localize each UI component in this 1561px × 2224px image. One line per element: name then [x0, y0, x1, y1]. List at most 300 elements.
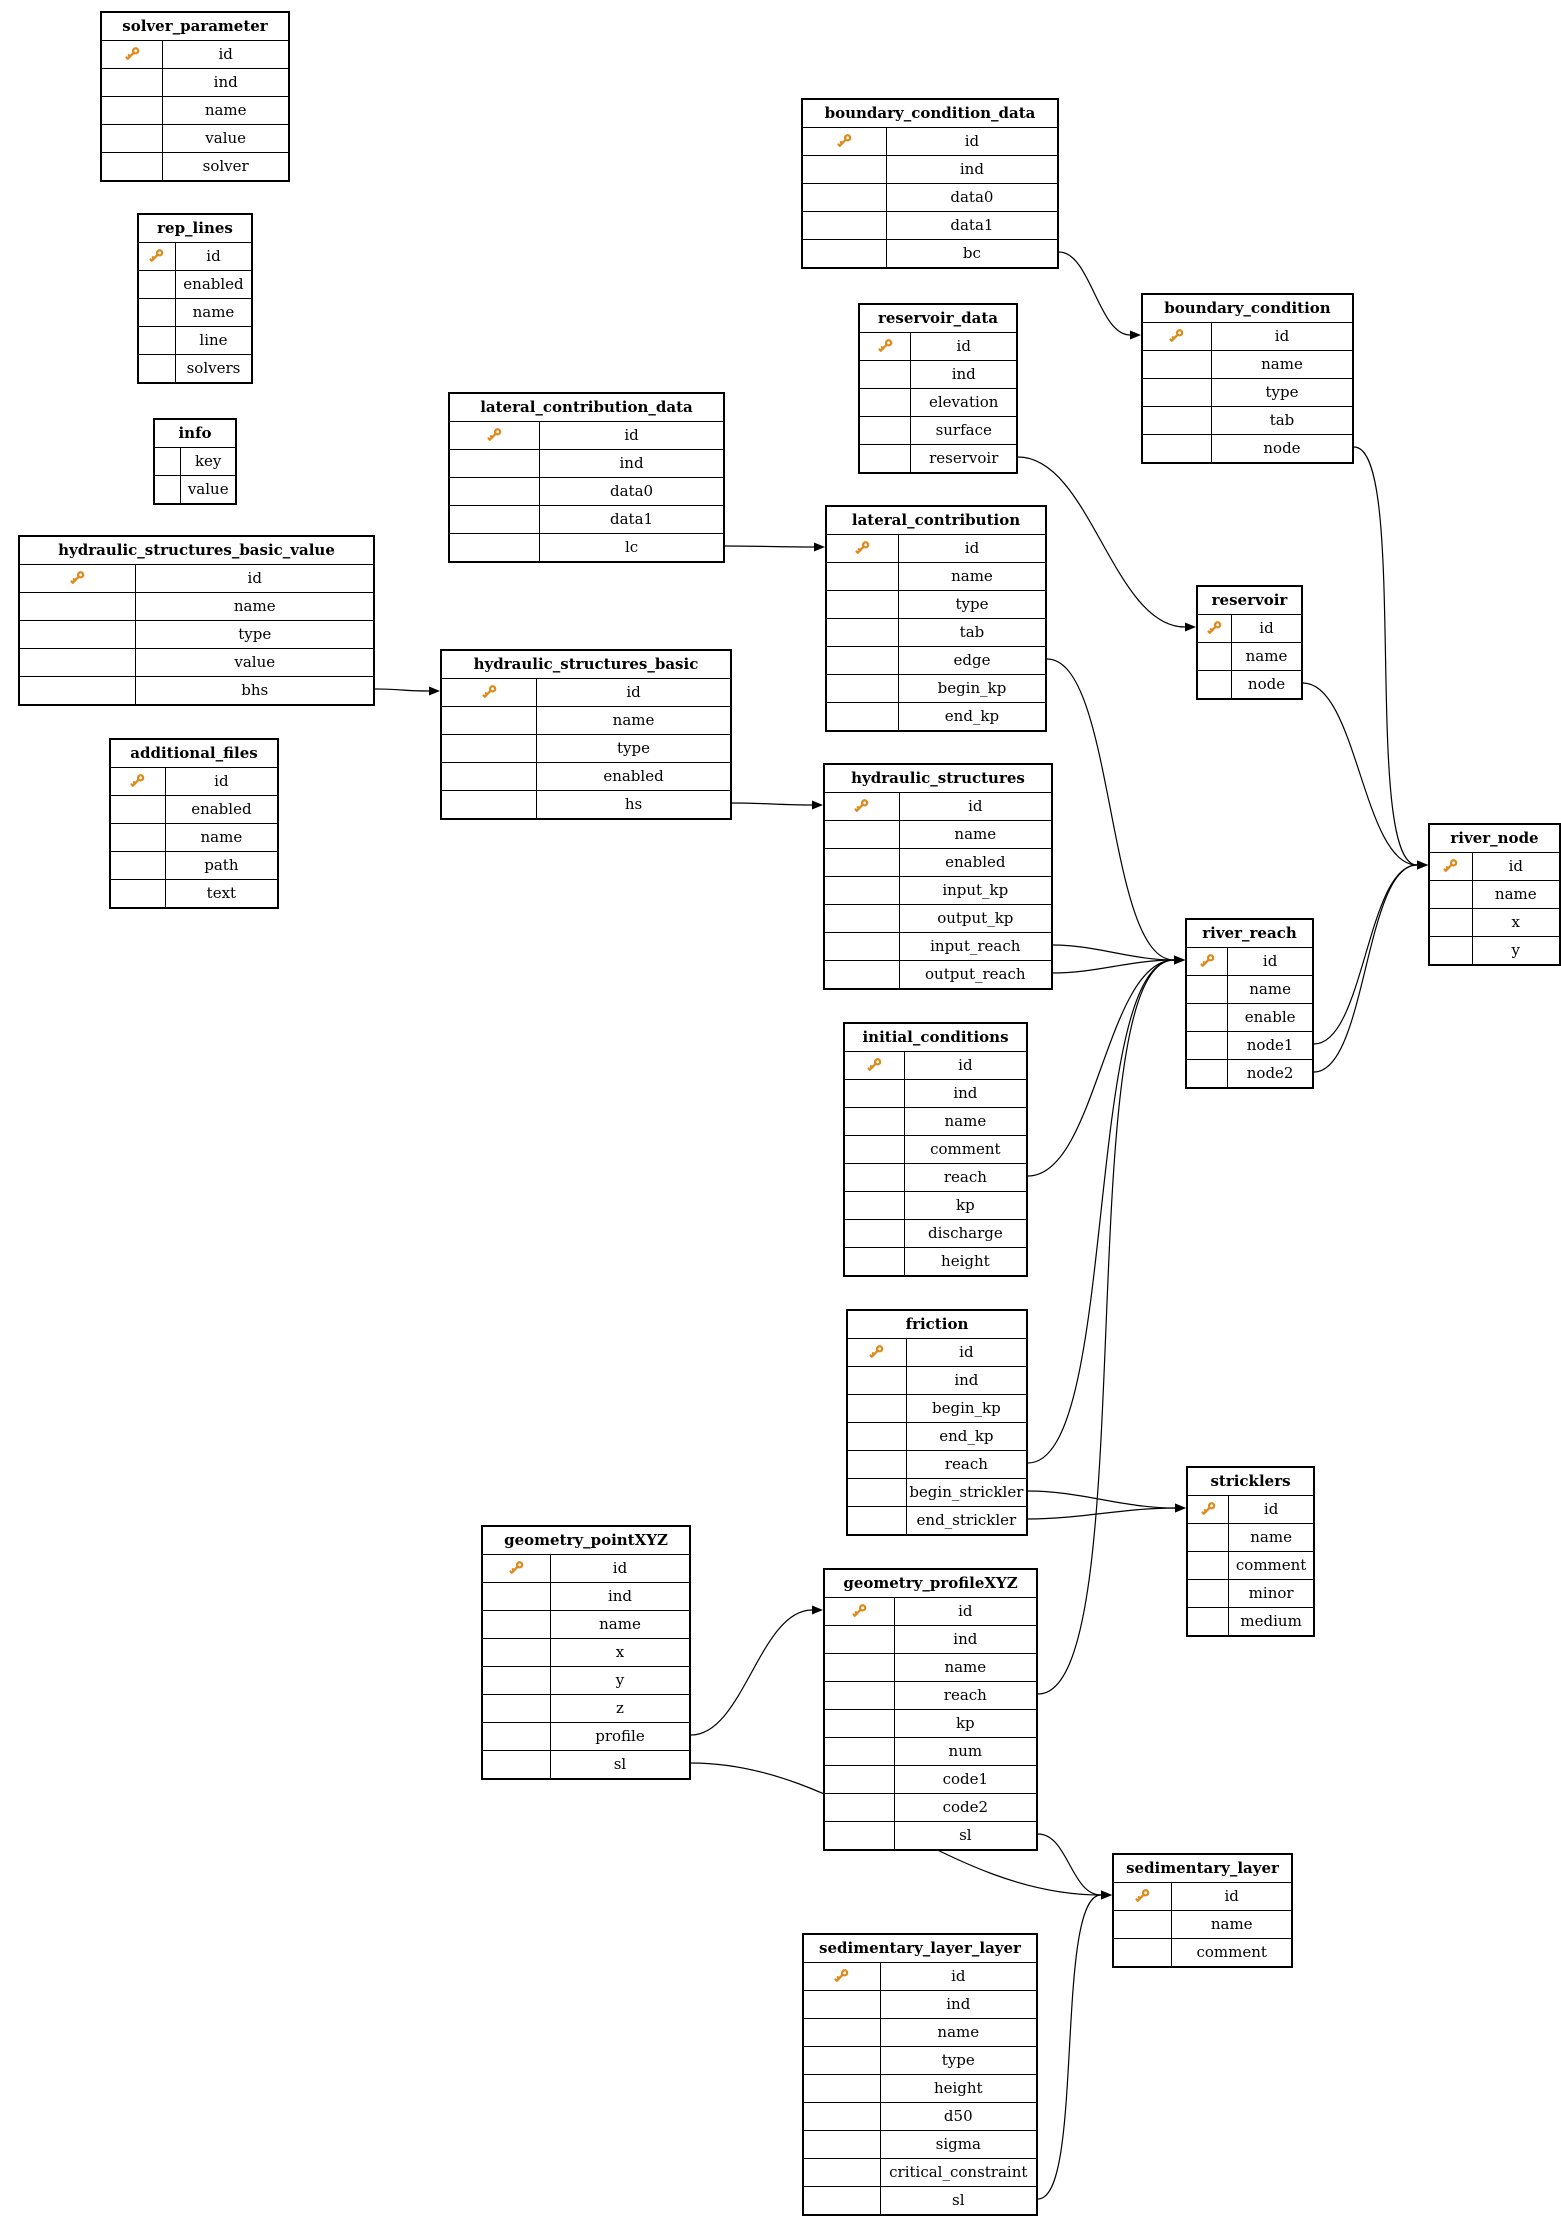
relation-edge-sedimentary_layer_layer-sl: [1038, 1895, 1101, 2199]
primary-key-cell: [825, 793, 900, 820]
field-label: id: [1508, 857, 1523, 875]
empty-key-cell: [845, 1164, 905, 1191]
table-title-hydraulic_structures_basic_value: hydraulic_structures_basic_value: [20, 537, 373, 565]
field-row-solver_parameter-id: [102, 41, 288, 69]
field-row-river_reach-enable: [1187, 1004, 1312, 1032]
field-label: value: [205, 129, 247, 147]
empty-key-cell: [804, 2047, 881, 2074]
primary-key-icon: [877, 338, 894, 355]
table-title-additional_files: additional_files: [111, 740, 277, 768]
field-row-additional_files-path: [111, 852, 277, 880]
primary-key-icon: [481, 684, 498, 701]
table-reservoir: [1196, 585, 1303, 700]
table-sedimentary_layer_layer: [802, 1933, 1038, 2216]
empty-key-cell: [483, 1583, 551, 1610]
field-label: value: [234, 653, 276, 671]
field-row-stricklers-minor: [1188, 1580, 1313, 1608]
empty-key-cell: [483, 1611, 551, 1638]
empty-key-cell: [1143, 379, 1212, 406]
empty-key-cell: [825, 1766, 895, 1793]
field-row-sedimentary_layer_layer-height: [804, 2075, 1036, 2103]
field-label: sigma: [935, 2135, 981, 2153]
field-row-geometry_pointXYZ-y: [483, 1667, 689, 1695]
field-label: name: [937, 2023, 980, 2041]
primary-key-cell: [860, 333, 911, 360]
field-label: name: [1245, 647, 1288, 665]
primary-key-icon: [851, 1603, 868, 1620]
field-row-hydraulic_structures-output_reach: [825, 961, 1051, 988]
field-label: name: [204, 101, 247, 119]
field-row-reservoir_data-surface: [860, 417, 1016, 445]
primary-key-icon: [1199, 953, 1216, 970]
field-row-initial_conditions-reach: [845, 1164, 1026, 1192]
field-label: text: [206, 884, 237, 902]
field-label: end_strickler: [916, 1511, 1017, 1529]
field-label: solver: [202, 157, 249, 175]
arrowhead-icon: [1174, 956, 1185, 965]
primary-key-cell: [139, 243, 176, 270]
field-row-sedimentary_layer_layer-d50: [804, 2103, 1036, 2131]
table-hydraulic_structures: [823, 763, 1053, 990]
field-row-hydraulic_structures_basic_value-type: [20, 621, 373, 649]
table-title-sedimentary_layer: sedimentary_layer: [1114, 1855, 1291, 1883]
field-label: name: [951, 567, 993, 585]
primary-key-cell: [1198, 615, 1232, 642]
primary-key-icon: [1200, 1501, 1217, 1518]
field-label: sl: [613, 1755, 627, 1773]
field-label: node1: [1246, 1036, 1294, 1054]
field-label: id: [964, 132, 980, 150]
empty-key-cell: [845, 1080, 905, 1107]
field-label: reach: [943, 1168, 987, 1186]
table-title-rep_lines: rep_lines: [139, 215, 251, 243]
empty-key-cell: [111, 880, 166, 907]
table-geometry_profileXYZ: [823, 1568, 1038, 1851]
field-row-boundary_condition-id: [1143, 323, 1352, 351]
empty-key-cell: [1430, 937, 1473, 964]
field-row-reservoir_data-id: [860, 333, 1016, 361]
field-label: kp: [955, 1714, 975, 1732]
table-title-hydraulic_structures: hydraulic_structures: [825, 765, 1051, 793]
empty-key-cell: [1187, 976, 1228, 1003]
field-label: bhs: [241, 681, 269, 699]
primary-key-cell: [845, 1052, 905, 1079]
field-label: value: [187, 480, 229, 498]
field-row-stricklers-name: [1188, 1524, 1313, 1552]
field-row-sedimentary_layer_layer-name: [804, 2019, 1036, 2047]
field-row-friction-ind: [848, 1367, 1026, 1395]
field-row-initial_conditions-name: [845, 1108, 1026, 1136]
empty-key-cell: [845, 1220, 905, 1247]
primary-key-icon: [868, 1344, 885, 1361]
empty-key-cell: [1143, 435, 1212, 462]
field-row-lateral_contribution_data-data1: [450, 506, 723, 534]
field-row-friction-begin_kp: [848, 1395, 1026, 1423]
empty-key-cell: [1198, 671, 1232, 698]
field-label: tab: [959, 623, 985, 641]
field-row-reservoir_data-reservoir: [860, 445, 1016, 472]
table-title-river_reach: river_reach: [1187, 920, 1312, 948]
field-label: reservoir: [929, 449, 999, 467]
arrowhead-icon: [1101, 1891, 1112, 1900]
field-label: tab: [1269, 411, 1295, 429]
primary-key-cell: [450, 422, 540, 449]
empty-key-cell: [483, 1751, 551, 1778]
empty-key-cell: [848, 1367, 907, 1394]
primary-key-cell: [827, 535, 899, 562]
empty-key-cell: [450, 478, 540, 505]
arrowhead-icon: [1130, 331, 1141, 340]
field-label: output_kp: [937, 909, 1014, 927]
field-label: name: [599, 1615, 641, 1633]
field-row-stricklers-comment: [1188, 1552, 1313, 1580]
field-label: end_kp: [939, 1427, 994, 1445]
field-row-lateral_contribution_data-id: [450, 422, 723, 450]
empty-key-cell: [825, 1794, 895, 1821]
field-label: begin_kp: [937, 679, 1007, 697]
field-row-sedimentary_layer-name: [1114, 1911, 1291, 1939]
table-title-info: info: [155, 420, 235, 448]
field-label: solvers: [186, 359, 241, 377]
relation-edge-hydraulic_structures_basic_value-bhs: [375, 689, 429, 691]
table-reservoir_data: [858, 303, 1018, 474]
field-row-river_node-id: [1430, 853, 1559, 881]
field-label: output_reach: [925, 965, 1026, 983]
field-row-hydraulic_structures-enabled: [825, 849, 1051, 877]
field-label: name: [1261, 355, 1303, 373]
field-label: node: [1263, 439, 1301, 457]
field-row-initial_conditions-discharge: [845, 1220, 1026, 1248]
field-label: height: [933, 2079, 983, 2097]
empty-key-cell: [1198, 643, 1232, 670]
field-label: comment: [930, 1140, 1001, 1158]
field-label: comment: [1235, 1556, 1307, 1574]
empty-key-cell: [827, 563, 899, 590]
primary-key-cell: [848, 1339, 907, 1366]
field-label: id: [958, 1602, 973, 1620]
relation-edge-boundary_condition_data-bc: [1059, 252, 1130, 335]
field-row-hydraulic_structures-input_kp: [825, 877, 1051, 905]
table-info: [153, 418, 237, 505]
field-label: name: [944, 1112, 987, 1130]
primary-key-cell: [20, 565, 136, 592]
empty-key-cell: [860, 445, 911, 472]
table-lateral_contribution: [825, 505, 1047, 732]
field-label: begin_strickler: [909, 1483, 1024, 1501]
arrowhead-icon: [814, 543, 825, 552]
field-label: id: [1224, 1887, 1239, 1905]
empty-key-cell: [102, 125, 163, 152]
field-label: num: [948, 1742, 983, 1760]
primary-key-icon: [1442, 858, 1459, 875]
relation-edge-river_reach-node1: [1314, 865, 1417, 1044]
arrowhead-icon: [812, 1606, 823, 1615]
field-label: hs: [624, 795, 643, 813]
field-label: ind: [213, 73, 238, 91]
field-row-rep_lines-solvers: [139, 355, 251, 382]
empty-key-cell: [139, 355, 176, 382]
empty-key-cell: [155, 448, 181, 475]
empty-key-cell: [845, 1136, 905, 1163]
field-row-hydraulic_structures_basic_value-name: [20, 593, 373, 621]
table-title-river_node: river_node: [1430, 825, 1559, 853]
empty-key-cell: [848, 1479, 907, 1506]
field-row-hydraulic_structures-output_kp: [825, 905, 1051, 933]
field-row-friction-end_strickler: [848, 1507, 1026, 1534]
field-row-river_node-y: [1430, 937, 1559, 964]
field-row-geometry_profileXYZ-ind: [825, 1626, 1036, 1654]
field-label: id: [1274, 327, 1290, 345]
empty-key-cell: [825, 877, 900, 904]
field-row-hydraulic_structures_basic-name: [442, 707, 730, 735]
field-row-lateral_contribution-name: [827, 563, 1045, 591]
empty-key-cell: [20, 649, 136, 676]
field-label: name: [1210, 1915, 1253, 1933]
field-row-geometry_pointXYZ-x: [483, 1639, 689, 1667]
field-label: data1: [950, 216, 994, 234]
relation-edge-geometry_profileXYZ-reach: [1038, 960, 1174, 1694]
empty-key-cell: [442, 763, 537, 790]
relation-edge-river_reach-node2: [1314, 865, 1417, 1072]
field-label: sl: [952, 2191, 965, 2209]
empty-key-cell: [848, 1395, 907, 1422]
field-row-additional_files-enabled: [111, 796, 277, 824]
field-label: code1: [942, 1770, 989, 1788]
field-label: enabled: [183, 275, 244, 293]
field-label: ind: [607, 1587, 633, 1605]
primary-key-cell: [825, 1598, 895, 1625]
field-label: kp: [956, 1196, 975, 1214]
field-row-lateral_contribution_data-ind: [450, 450, 723, 478]
empty-key-cell: [845, 1248, 905, 1275]
field-row-reservoir_data-ind: [860, 361, 1016, 389]
empty-key-cell: [827, 619, 899, 646]
empty-key-cell: [139, 271, 176, 298]
empty-key-cell: [803, 212, 887, 239]
empty-key-cell: [825, 821, 900, 848]
field-row-boundary_condition_data-id: [803, 128, 1057, 156]
arrowhead-icon: [1417, 861, 1428, 870]
empty-key-cell: [825, 1654, 895, 1681]
empty-key-cell: [804, 2131, 881, 2158]
field-row-solver_parameter-solver: [102, 153, 288, 180]
field-label: ind: [619, 454, 644, 472]
field-row-geometry_pointXYZ-profile: [483, 1723, 689, 1751]
table-additional_files: [109, 738, 279, 909]
relation-edge-boundary_condition-node: [1354, 447, 1417, 865]
empty-key-cell: [804, 1991, 881, 2018]
table-title-initial_conditions: initial_conditions: [845, 1024, 1026, 1052]
field-label: name: [612, 711, 655, 729]
field-row-river_reach-node2: [1187, 1060, 1312, 1087]
primary-key-icon: [836, 133, 853, 150]
field-label: data0: [610, 482, 654, 500]
field-row-rep_lines-id: [139, 243, 251, 271]
primary-key-cell: [442, 679, 537, 706]
table-rep_lines: [137, 213, 253, 384]
empty-key-cell: [483, 1695, 551, 1722]
field-label: id: [624, 426, 639, 444]
empty-key-cell: [825, 1738, 895, 1765]
field-row-lateral_contribution_data-lc: [450, 534, 723, 561]
field-label: name: [1494, 885, 1537, 903]
field-label: name: [192, 303, 235, 321]
field-row-sedimentary_layer_layer-sigma: [804, 2131, 1036, 2159]
table-stricklers: [1186, 1466, 1315, 1637]
empty-key-cell: [450, 450, 540, 477]
field-label: type: [238, 625, 272, 643]
field-label: node: [1247, 675, 1286, 693]
field-label: id: [959, 1343, 974, 1361]
table-river_node: [1428, 823, 1561, 966]
field-label: id: [964, 539, 980, 557]
field-row-reservoir-name: [1198, 643, 1301, 671]
empty-key-cell: [139, 299, 176, 326]
table-boundary_condition_data: [801, 98, 1059, 269]
field-row-initial_conditions-height: [845, 1248, 1026, 1275]
empty-key-cell: [20, 677, 136, 704]
empty-key-cell: [804, 2187, 881, 2214]
field-row-solver_parameter-name: [102, 97, 288, 125]
field-row-additional_files-id: [111, 768, 277, 796]
relation-edge-hydraulic_structures_basic-hs: [732, 803, 812, 805]
table-title-lateral_contribution_data: lateral_contribution_data: [450, 394, 723, 422]
arrowhead-icon: [1175, 1504, 1186, 1513]
field-row-stricklers-id: [1188, 1496, 1313, 1524]
field-label: id: [206, 247, 221, 265]
field-label: height: [941, 1252, 990, 1270]
empty-key-cell: [139, 327, 176, 354]
empty-key-cell: [860, 389, 911, 416]
field-label: name: [233, 597, 276, 615]
empty-key-cell: [1188, 1524, 1229, 1551]
arrowhead-icon: [1417, 861, 1428, 870]
field-label: type: [941, 2051, 975, 2069]
field-label: surface: [935, 421, 992, 439]
table-title-stricklers: stricklers: [1188, 1468, 1313, 1496]
empty-key-cell: [1430, 909, 1473, 936]
primary-key-icon: [69, 570, 86, 587]
empty-key-cell: [102, 97, 163, 124]
field-row-initial_conditions-kp: [845, 1192, 1026, 1220]
empty-key-cell: [825, 1710, 895, 1737]
field-label: end_kp: [944, 707, 1000, 725]
primary-key-cell: [803, 128, 887, 155]
field-label: ind: [951, 365, 976, 383]
field-label: name: [954, 825, 997, 843]
arrowhead-icon: [1417, 861, 1428, 870]
field-row-geometry_profileXYZ-name: [825, 1654, 1036, 1682]
table-solver_parameter: [100, 11, 290, 182]
field-row-friction-begin_strickler: [848, 1479, 1026, 1507]
relation-edge-lateral_contribution-edge: [1047, 659, 1174, 960]
empty-key-cell: [1430, 881, 1473, 908]
empty-key-cell: [483, 1723, 551, 1750]
relation-edge-friction-end_strickler: [1028, 1508, 1175, 1519]
arrowhead-icon: [429, 687, 440, 696]
table-title-boundary_condition_data: boundary_condition_data: [803, 100, 1057, 128]
field-row-sedimentary_layer_layer-sl: [804, 2187, 1036, 2214]
field-row-geometry_profileXYZ-reach: [825, 1682, 1036, 1710]
arrowhead-icon: [1185, 623, 1196, 632]
arrowhead-icon: [1174, 956, 1185, 965]
empty-key-cell: [1187, 1032, 1228, 1059]
field-row-boundary_condition-tab: [1143, 407, 1352, 435]
field-row-additional_files-name: [111, 824, 277, 852]
field-row-boundary_condition_data-data0: [803, 184, 1057, 212]
field-label: id: [956, 337, 971, 355]
empty-key-cell: [1187, 1060, 1228, 1087]
field-label: id: [958, 1056, 973, 1074]
field-row-geometry_profileXYZ-num: [825, 1738, 1036, 1766]
field-label: path: [204, 856, 239, 874]
field-label: code2: [942, 1798, 989, 1816]
table-initial_conditions: [843, 1022, 1028, 1277]
primary-key-icon: [854, 540, 871, 557]
table-title-friction: friction: [848, 1311, 1026, 1339]
field-row-sedimentary_layer-id: [1114, 1883, 1291, 1911]
field-row-geometry_profileXYZ-sl: [825, 1822, 1036, 1849]
arrowhead-icon: [1174, 956, 1185, 965]
table-sedimentary_layer: [1112, 1853, 1293, 1968]
field-label: minor: [1248, 1584, 1294, 1602]
field-row-hydraulic_structures_basic-id: [442, 679, 730, 707]
field-row-river_reach-node1: [1187, 1032, 1312, 1060]
field-row-river_reach-id: [1187, 948, 1312, 976]
empty-key-cell: [155, 476, 181, 503]
empty-key-cell: [827, 675, 899, 702]
field-row-solver_parameter-ind: [102, 69, 288, 97]
empty-key-cell: [442, 791, 537, 818]
field-row-geometry_pointXYZ-name: [483, 1611, 689, 1639]
field-row-sedimentary_layer_layer-type: [804, 2047, 1036, 2075]
empty-key-cell: [1188, 1580, 1229, 1607]
field-row-boundary_condition_data-ind: [803, 156, 1057, 184]
empty-key-cell: [845, 1108, 905, 1135]
empty-key-cell: [450, 506, 540, 533]
relation-edge-friction-reach: [1028, 960, 1174, 1463]
field-label: enabled: [191, 800, 252, 818]
table-river_reach: [1185, 918, 1314, 1089]
field-row-geometry_profileXYZ-code1: [825, 1766, 1036, 1794]
field-row-boundary_condition-node: [1143, 435, 1352, 462]
empty-key-cell: [1187, 1004, 1228, 1031]
field-row-hydraulic_structures_basic_value-bhs: [20, 677, 373, 704]
empty-key-cell: [825, 1682, 895, 1709]
field-row-sedimentary_layer_layer-ind: [804, 1991, 1036, 2019]
field-row-geometry_profileXYZ-kp: [825, 1710, 1036, 1738]
relation-edge-lateral_contribution_data-lc: [725, 546, 814, 547]
empty-key-cell: [803, 156, 887, 183]
field-row-info-value: [155, 476, 235, 503]
primary-key-icon: [486, 427, 503, 444]
field-label: type: [955, 595, 989, 613]
field-row-boundary_condition-type: [1143, 379, 1352, 407]
field-label: elevation: [928, 393, 999, 411]
empty-key-cell: [804, 2019, 881, 2046]
field-row-initial_conditions-comment: [845, 1136, 1026, 1164]
field-label: profile: [595, 1727, 645, 1745]
primary-key-icon: [866, 1057, 883, 1074]
field-label: y: [615, 1671, 625, 1689]
empty-key-cell: [804, 2103, 881, 2130]
field-label: edge: [953, 651, 991, 669]
empty-key-cell: [1188, 1552, 1229, 1579]
empty-key-cell: [827, 703, 899, 730]
field-label: ind: [954, 1371, 979, 1389]
field-row-geometry_pointXYZ-ind: [483, 1583, 689, 1611]
field-label: ind: [953, 1084, 978, 1102]
